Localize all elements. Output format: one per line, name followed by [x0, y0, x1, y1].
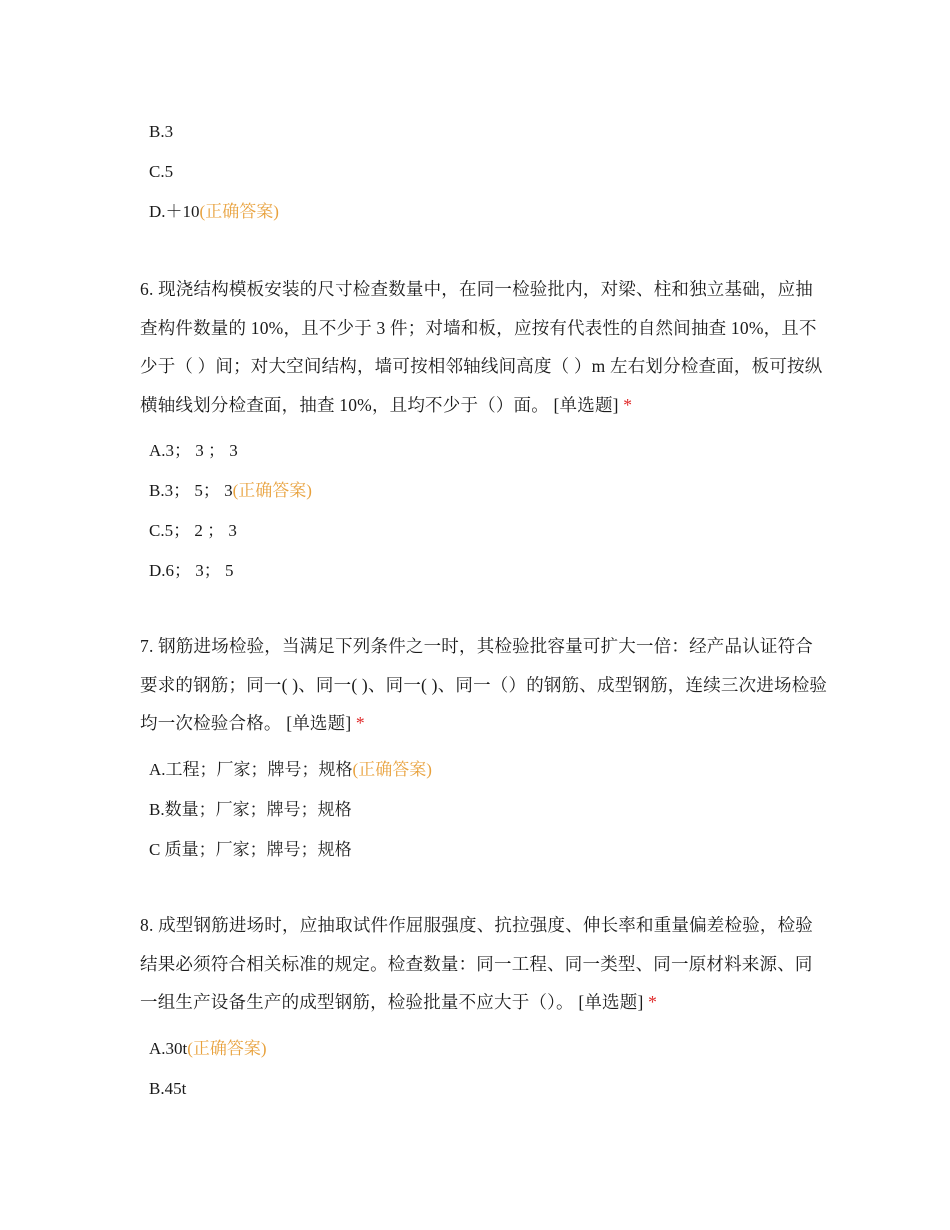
option-label: D.6； 3； 5 [149, 561, 234, 580]
option-q7-c[interactable] [149, 830, 830, 870]
question-type-badge: [单选题] [286, 713, 352, 733]
option-q8-a[interactable] [149, 1029, 830, 1069]
q6-options [149, 431, 830, 591]
option-q6-a[interactable] [149, 431, 830, 471]
question-type-badge: [单选题] [553, 394, 619, 415]
question-stem: 6. 现浇结构模板安装的尺寸检查数量中，在同一检验批内，对梁、柱和独立基础，应抽查构件数量的 10%，且不少于 3 件；对墙和板，应按有代表性的自然间抽查 10%，且不少于（ ）间；对大空间结构，墙可按相邻轴线间高度（ ）m 左右划分检查面，板可按纵横轴线划分检查面，抽查 10%，且均不少于（）面。 [140, 279, 823, 415]
option-q8-b[interactable] [149, 1069, 830, 1109]
option-label: B.3 [149, 122, 174, 141]
option-q7-b[interactable] [149, 790, 830, 830]
option-label: C 质量；厂家；牌号；规格 [149, 839, 352, 859]
question-text [140, 627, 830, 743]
option-label: C.5 [149, 162, 174, 181]
question-text [140, 270, 830, 424]
option-label: B.3； 5； 3 [149, 481, 233, 500]
option-q6-c[interactable] [149, 511, 830, 551]
option-q7-a[interactable] [149, 750, 830, 790]
correct-answer-tag: (正确答案) [352, 759, 432, 779]
option-label: A.工程；厂家；牌号；规格 [149, 759, 353, 779]
question-text [140, 906, 830, 1022]
q5-options [149, 112, 279, 232]
option-label: B.数量；厂家；牌号；规格 [149, 799, 352, 819]
option-q5-b[interactable] [149, 112, 279, 152]
option-q5-c[interactable] [149, 152, 279, 192]
option-q6-b[interactable] [149, 471, 830, 511]
question-7 [140, 627, 830, 870]
question-8 [140, 906, 830, 1109]
required-marker: * [623, 394, 633, 415]
option-label: A.30t [149, 1038, 188, 1058]
option-label: C.5； 2 ； 3 [149, 521, 237, 540]
question-stem: 8. 成型钢筋进场时，应抽取试件作屈服强度、抗拉强度、伸长率和重量偏差检验，检验结果必须符合相关标准的规定。检查数量：同一工程、同一类型、同一原材料来源、同一组生产设备生产的成型钢筋，检验批量不应大于（）。 [140, 915, 813, 1012]
option-label: A.3； 3 ； 3 [149, 441, 238, 460]
correct-answer-tag: (正确答案) [187, 1038, 267, 1058]
question-stem: 7. 钢筋进场检验，当满足下列条件之一时，其检验批容量可扩大一倍：经产品认证符合要求的钢筋；同一( )、同一( )、同一( )、同一（）的钢筋、成型钢筋，连续三次进场检验均一次检验合格。 [140, 636, 828, 733]
option-q6-d[interactable] [149, 551, 830, 591]
option-q5-d[interactable] [149, 192, 279, 232]
question-type-badge: [单选题] [578, 992, 644, 1012]
option-label: D.＋10 [149, 202, 200, 221]
q7-options [149, 750, 830, 870]
required-marker: * [355, 713, 365, 733]
correct-answer-tag: (正确答案) [232, 481, 312, 500]
question-6 [140, 270, 830, 591]
option-label: B.45t [149, 1078, 187, 1098]
q8-options [149, 1029, 830, 1109]
correct-answer-tag: (正确答案) [199, 202, 279, 221]
required-marker: * [648, 992, 658, 1012]
